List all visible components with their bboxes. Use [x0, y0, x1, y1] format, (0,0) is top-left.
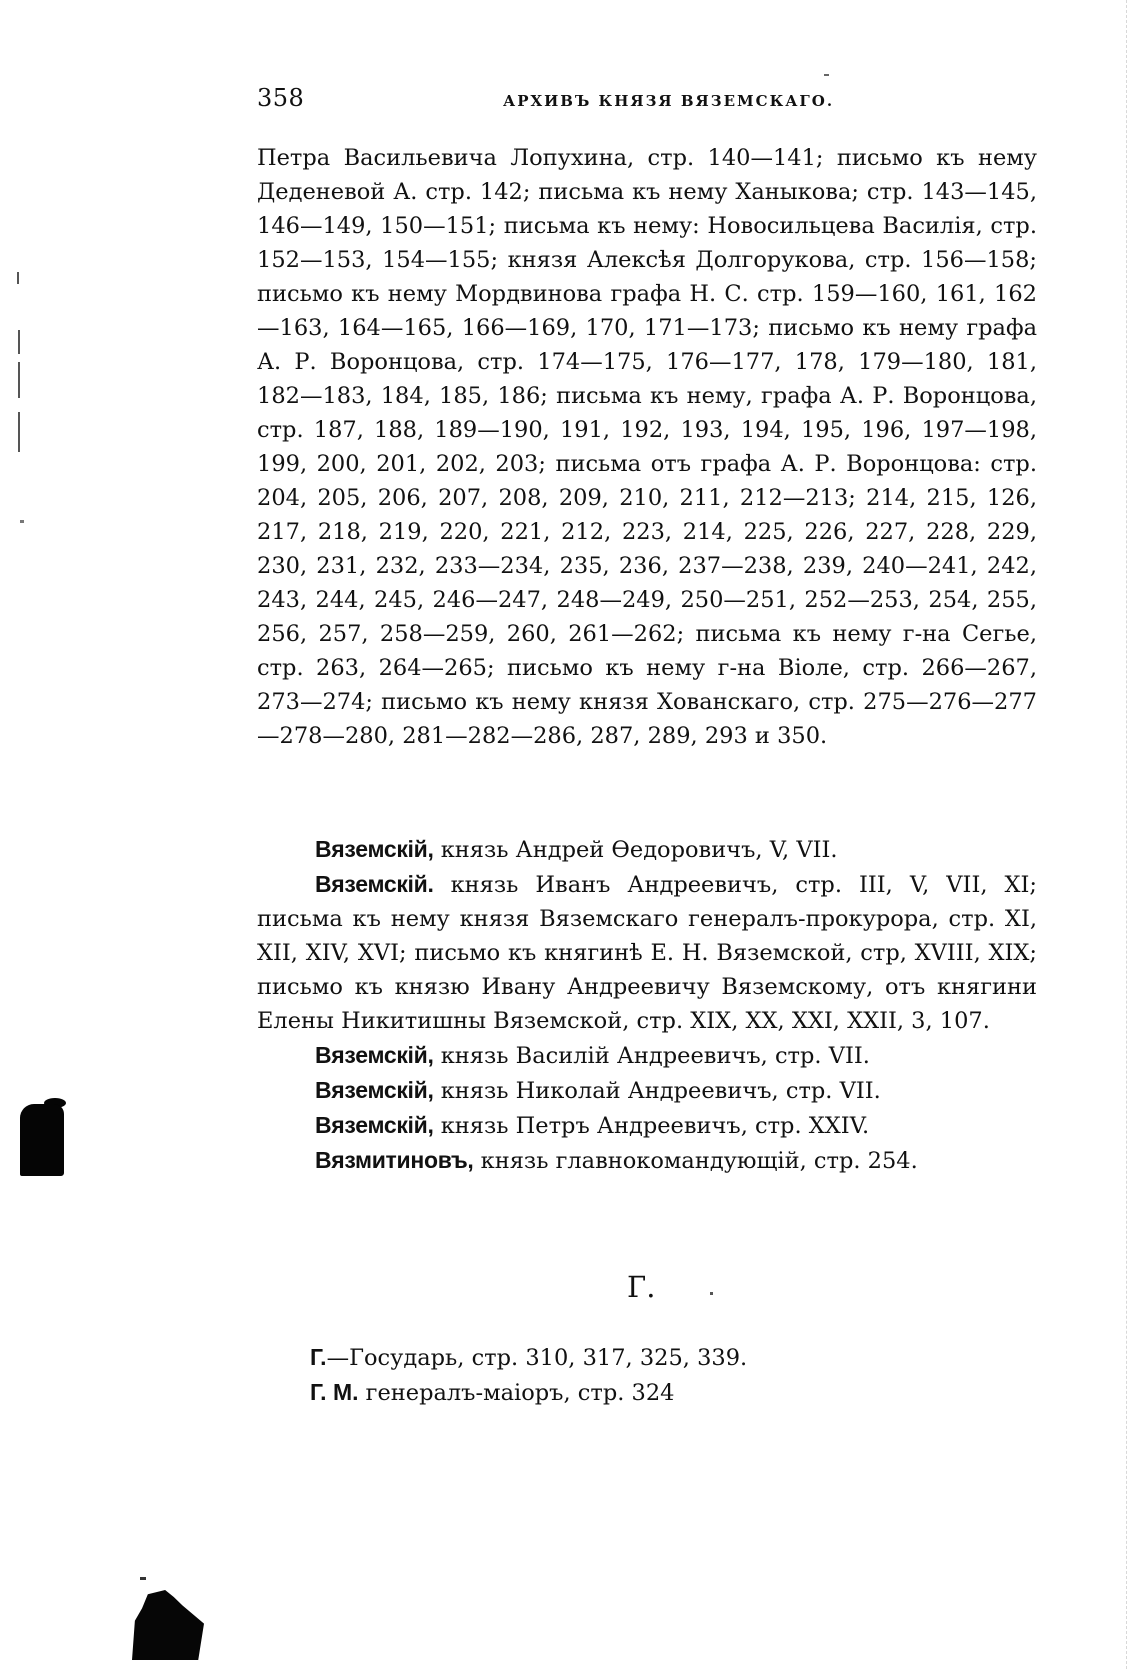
entry-headword: Вяземскій, — [315, 1112, 434, 1138]
index-entries — [257, 832, 1037, 1178]
ink-blot — [20, 1104, 64, 1176]
entry-text: князь Иванъ Андреевичъ, стр. III, V, VII, XI; письма къ нему князя Вяземскаго генералъ-прокурора, стр. XI, XII, XIV, XVI; письмо къ княгинѣ Е. Н. Вяземской, стр, XVIII, XIX; письмо къ князю Ивану Андреевичу Вяземскому, отъ княгини Елены Никитишны Вяземской, стр. XIX, XX, XXI, XXII, 3, 107. — [257, 872, 1037, 1034]
entry-headword: Вяземскій, — [315, 836, 434, 862]
entry-text: князь главнокомандующій, стр. 254. — [473, 1148, 918, 1174]
page-number: 358 — [257, 84, 305, 112]
abbreviation-item — [310, 1375, 1010, 1410]
entry-text: князь Андрей Өедоровичъ, V, VII. — [433, 837, 838, 863]
abbreviation-item — [310, 1340, 1010, 1375]
index-entry — [257, 832, 1037, 867]
abbreviation-key: Г. М. — [310, 1379, 359, 1405]
entry-headword: Вязмитиновъ, — [315, 1147, 474, 1173]
abbreviation-key: Г. — [310, 1344, 327, 1370]
entry-text: князь Петръ Андреевичъ, стр. XXIV. — [433, 1113, 870, 1139]
index-entry — [257, 1073, 1037, 1108]
scan-mark — [20, 520, 24, 523]
index-paragraph: Петра Васильевича Лопухина, стр. 140—141; письмо къ нему Деденевой А. стр. 142; письма къ нему Ханыкова; стр. 143—145, 146—149, 150—151; письма къ нему: Новосильцева Василія, стр. 152—153, 154—155; князя Алексѣя Долгорукова, стр. 156—158; письмо къ нему Мордвинова графа Н. С. стр. 159—160, 161, 162—163, 164—165, 166—169, 170, 171—173; письмо къ нему графа А. Р. Воронцова, стр. 174—175, 176—177, 178, 179—180, 181, 182—183, 184, 185, 186; письма къ нему, графа А. Р. Воронцова, стр. 187, 188, 189—190, 191, 192, 193, 194, 195, 196, 197—198, 199, 200, 201, 202, 203; письма отъ графа А. Р. Воронцова: стр. 204, 205, 206, 207, 208, 209, 210, 211, 212—213; 214, 215, 126, 217, 218, 219, 220, 221, 212, 223, 214, 225, 226, 227, 228, 229, 230, 231, 232, 233—234, 235, 236, 237—238, 239, 240—241, 242, 243, 244, 245, 246—247, 248—249, 250—251, 252—253, 254, 255, 256, 257, 258—259, 260, 261—262; письма къ нему г-на Сегье, стр. 263, 264—265; письмо къ нему г-на Віоле, стр. 266—267, 273—274; письмо къ нему князя Хованскаго, стр. 275—276—277—278—280, 281—282—286, 287, 289, 293 и 350. — [257, 145, 1037, 749]
ink-blot — [132, 1590, 204, 1660]
scan-mark — [18, 330, 20, 354]
scan-mark — [18, 362, 20, 398]
scan-mark — [17, 272, 19, 284]
entry-headword: Вяземскій. — [315, 871, 434, 897]
scan-mark — [824, 74, 829, 76]
abbreviation-text: —Государь, стр. 310, 317, 325, 339. — [326, 1345, 748, 1371]
section-letter-heading: Г. — [627, 1270, 656, 1304]
abbreviation-list — [310, 1340, 1010, 1410]
entry-text: князь Николай Андреевичъ, стр. VII. — [433, 1078, 881, 1104]
entry-text: князь Василій Андреевичъ, стр. VII. — [433, 1043, 870, 1069]
scan-margin-line — [1126, 0, 1128, 1669]
ink-speck — [140, 1577, 146, 1580]
abbreviation-text: генералъ-маіоръ, стр. 324 — [358, 1380, 675, 1406]
entry-headword: Вяземскій, — [315, 1042, 434, 1068]
scan-mark — [18, 412, 20, 452]
index-entry — [257, 867, 1037, 1038]
running-head: АРХИВЪ КНЯЗЯ ВЯЗЕМСКАГО. — [503, 92, 835, 110]
entry-headword: Вяземскій, — [315, 1077, 434, 1103]
index-entry — [257, 1143, 1037, 1178]
index-entry — [257, 1108, 1037, 1143]
index-entry — [257, 1038, 1037, 1073]
scan-mark — [710, 1292, 713, 1295]
